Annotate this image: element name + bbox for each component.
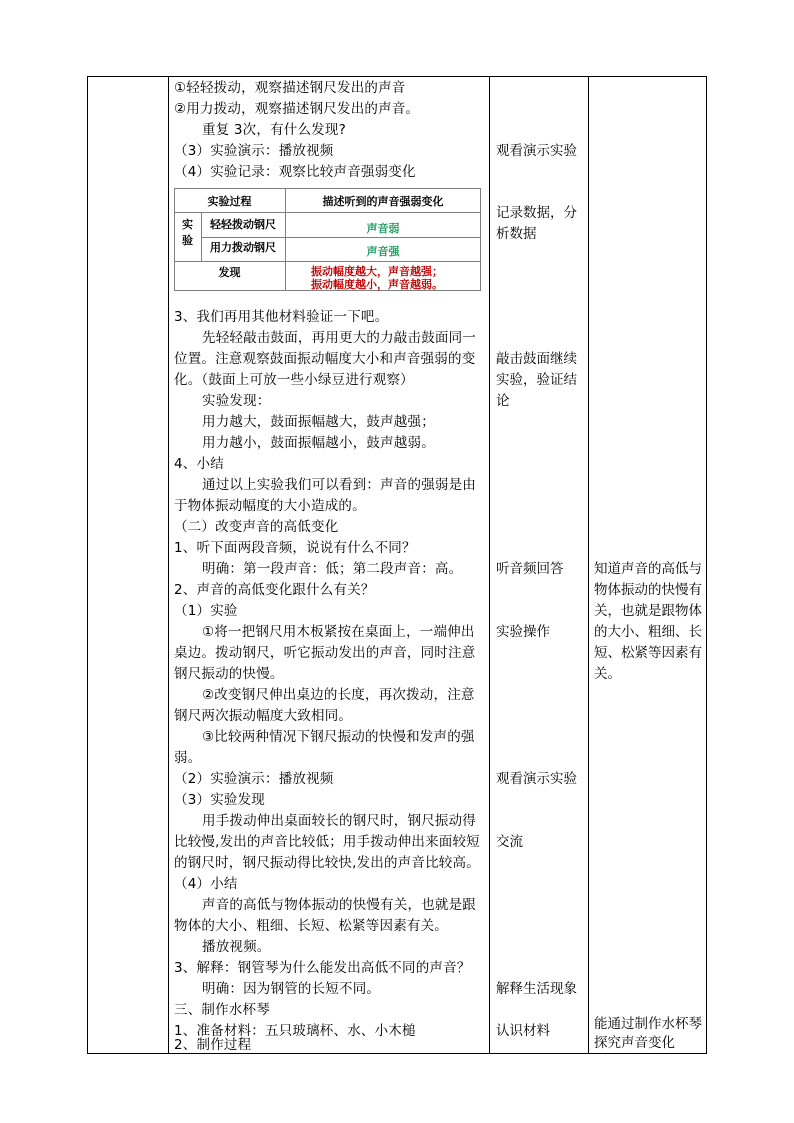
text-line: 用手拨动伸出桌面较长的钢尺时，钢尺振动得	[202, 813, 476, 829]
text-line: 声音的高低与物体振动的快慢有关，也就是跟	[202, 897, 476, 913]
design-intent: 知道声音的高低与物体振动的快慢有关，也就是跟物体的大小、粗细、长短、松紧等因素有关。	[594, 561, 702, 682]
text-line: 钢尺两次振动幅度大致相同。	[174, 708, 353, 724]
side-label: 验	[182, 234, 193, 247]
text-line: 3、解释：钢管琴为什么能发出高低不同的声音？	[174, 960, 471, 976]
text-line: ②改变钢尺伸出桌边的长度，再次拨动，注意	[202, 687, 475, 703]
text-line: ③比较两种情况下钢尺振动的快慢和发声的强	[202, 729, 475, 745]
text-line: 1、听下面两段音频，说说有什么不同？	[174, 540, 416, 556]
text-line: ①轻轻拨动，观察描述钢尺发出的声音	[174, 80, 406, 96]
header-process: 实验过程	[207, 195, 252, 208]
text-line: 2、声音的高低变化跟什么有关？	[174, 582, 375, 598]
text-line: 的钢尺时，钢尺振动得比较快,发出的声音比较高。	[174, 855, 480, 871]
text-line: （3）实验演示：播放视频	[174, 143, 334, 159]
column-divider-2	[489, 76, 490, 1054]
text-line: （4）小结	[174, 876, 238, 892]
text-line: 重复 3次，有什么发现?	[202, 122, 346, 138]
text-line: （2）实验演示：播放视频	[174, 771, 334, 787]
text-line: 明确：第一段声音：低；第二段声音：高。	[202, 561, 463, 577]
text-line: 明确：因为钢管的长短不同。	[202, 981, 381, 997]
text-line: ①将一把钢尺用木板紧按在桌面上，一端伸出	[202, 624, 475, 640]
column-divider-3	[588, 76, 589, 1054]
text-line: （3）实验发现	[174, 792, 265, 808]
text-line: 钢尺振动的快慢。	[174, 666, 284, 682]
table-right-border	[706, 76, 707, 1054]
row-label: 轻轻拨动钢尺	[210, 218, 276, 231]
student-activity: 认识材料	[496, 1023, 550, 1039]
text-line: （4）实验记录：观察比较声音强弱变化	[174, 164, 416, 180]
text-line: 用力越大，鼓面振幅越大，鼓声越强；	[202, 414, 435, 430]
text-line: 实验发现：	[202, 393, 271, 409]
student-activity: 听音频回答	[496, 561, 564, 577]
student-activity: 观看演示实验	[496, 771, 577, 787]
finding-text: 振动幅度越大，声音越强；	[311, 265, 443, 278]
header-description: 描述听到的声音强弱变化	[322, 195, 444, 208]
text-line: 于物体振动幅度的大小造成的。	[174, 498, 366, 514]
section-heading: （二）改变声音的高低变化	[174, 519, 339, 535]
text-line: 位置。注意观察鼓面振动幅度大小和声音强弱的变	[174, 351, 476, 367]
student-activity: 解释生活现象	[496, 981, 577, 997]
text-line: ②用力拨动，观察描述钢尺发出的声音。	[174, 101, 420, 117]
text-line: 通过以上实验我们可以看到：声音的强弱是由	[202, 477, 476, 493]
table-top-border	[87, 76, 707, 77]
text-line: 比较慢,发出的声音比较低；用手拨动伸出来面较短	[174, 834, 480, 850]
student-activity: 实验操作	[496, 624, 550, 640]
text-line: 物体的大小、粗细、长短、松紧等因素有关。	[174, 918, 448, 934]
row-label: 用力拨动钢尺	[210, 241, 276, 254]
text-line: 化。（鼓面上可放一些小绿豆进行观察）	[174, 372, 414, 388]
text-line: 弱。	[174, 750, 202, 766]
student-activity: 敲击鼓面继续实验，验证结论	[496, 351, 577, 409]
text-line: 3、我们再用其他材料验证一下吧。	[174, 309, 389, 325]
text-line: 1、准备材料：五只玻璃杯、水、小木槌	[174, 1023, 416, 1039]
experiment-record-table	[174, 188, 481, 291]
text-line: 2、制作过程	[174, 1037, 252, 1053]
text-line: 先轻轻敲击鼓面，再用更大的力敲击鼓面同一	[202, 330, 476, 346]
side-label: 实	[182, 218, 193, 231]
design-intent: 能通过制作水杯琴探究声音变化	[594, 1016, 702, 1051]
text-line: 4、小结	[174, 456, 224, 472]
row-value: 声音弱	[366, 222, 400, 235]
column-divider-1	[168, 76, 169, 1054]
student-activity: 记录数据，分析数据	[496, 205, 577, 242]
text-line: 桌边。拨动钢尺，听它振动发出的声音，同时注意	[174, 645, 476, 661]
student-activity: 交流	[496, 834, 523, 850]
section-heading: 三、制作水杯琴	[174, 1002, 270, 1018]
student-activity: 观看演示实验	[496, 143, 577, 159]
text-line: （1）实验	[174, 603, 238, 619]
row-value: 声音强	[366, 245, 400, 258]
text-line: 播放视频。	[202, 939, 271, 955]
finding-label: 发现	[218, 266, 241, 279]
text-line: 用力越小，鼓面振幅越小，鼓声越弱。	[202, 435, 435, 451]
table-left-border	[87, 76, 88, 1054]
finding-text: 振动幅度越小，声音越弱。	[311, 278, 443, 291]
